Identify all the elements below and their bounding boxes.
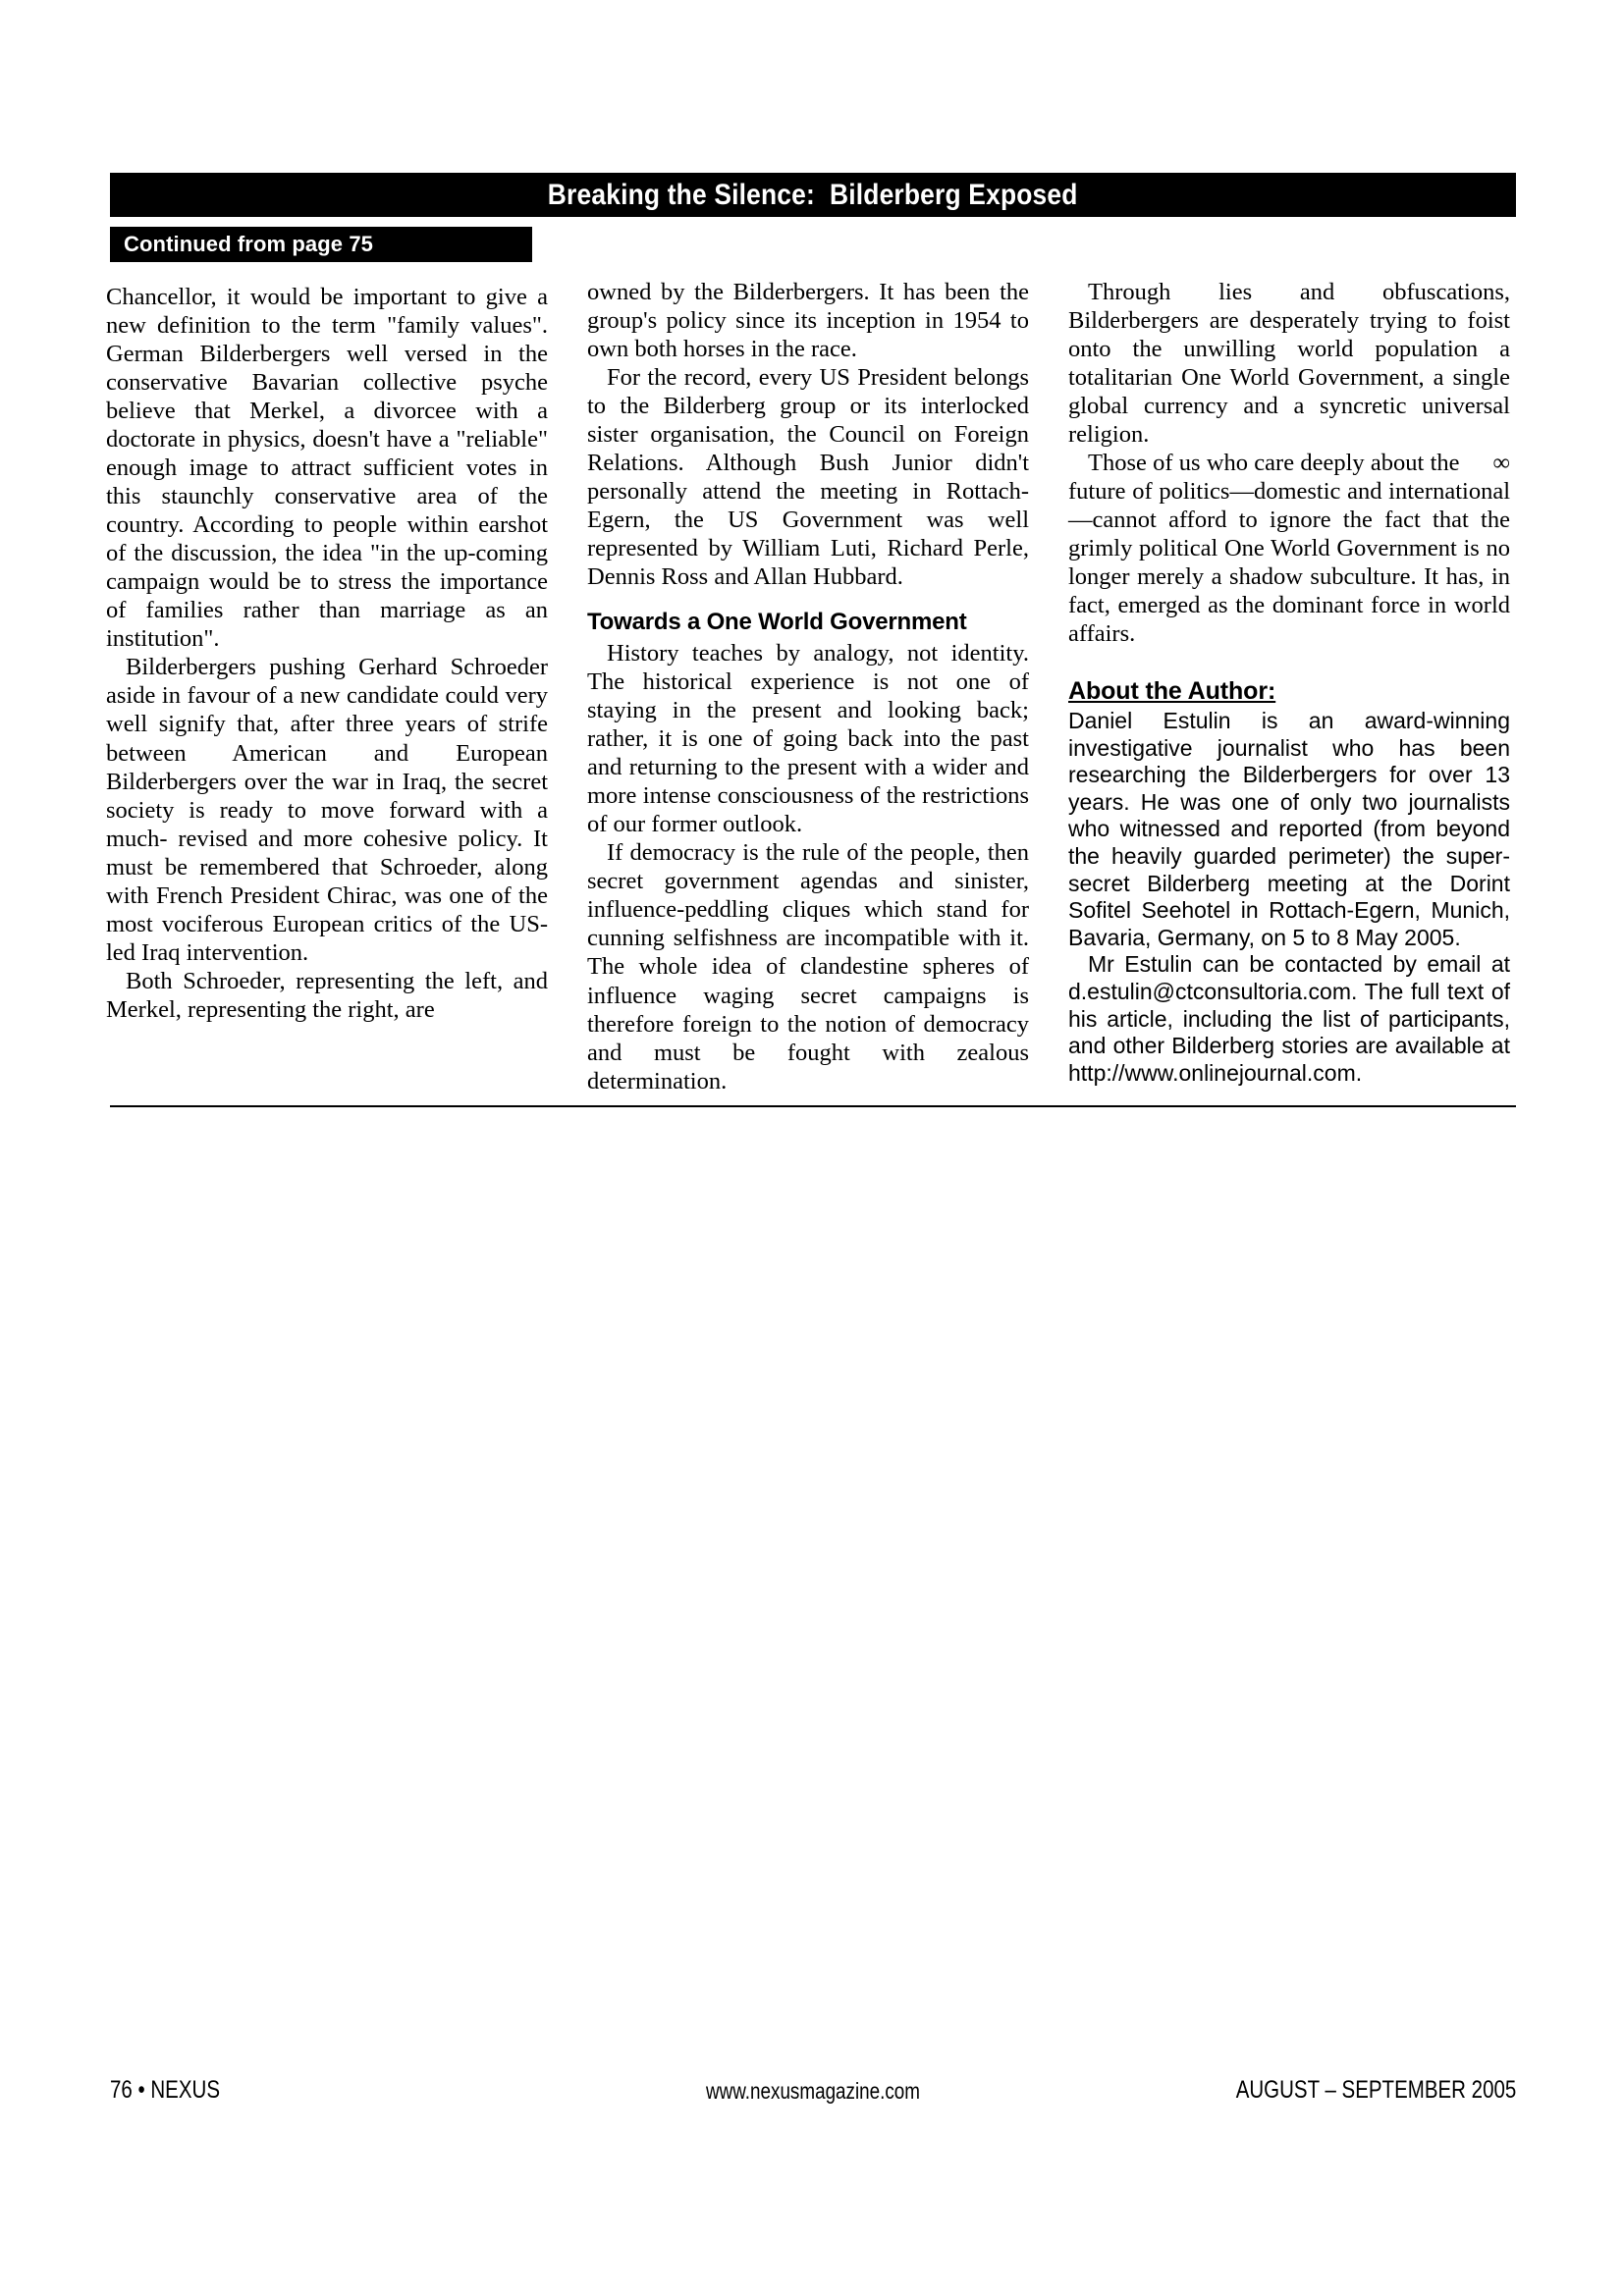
footer-page-number: 76 • NEXUS — [110, 2076, 221, 2104]
paragraph: Bilderbergers pushing Gerhard Schroeder aside in favour of a new candidate could very well signify that, after three years of strife between American and European Bilderbergers over the war in Iraq, the secret society is ready to move forward with a much- revised and more cohesive policy. It must be remembered that Schroeder, along with French President Chirac, was one of the most vociferous European critics of the US-led Iraq intervention. — [106, 654, 548, 966]
paragraph: For the record, every US President belongs to the Bilderberg group or its interlocked sister organisation, the Council on Foreign Relations. Although Bush Junior didn't personally attend the meeting in Rottach-Egern, the US Government was well represented by William Luti, Richard Perle, Dennis Ross and Allan Hubbard. — [587, 364, 1029, 591]
continued-from-box — [110, 227, 532, 262]
paragraph: Chancellor, it would be important to give a new definition to the term "family values". German Bilderbergers well versed in the conservative Bavarian collective psyche believe that Merkel, a divorcee with a doctorate in physics, doesn't have a "reliable" enough image to attract sufficient votes in this staunchly conservative area of the country. According to people within earshot of the discussion, the idea "in the up-coming campaign would be to stress the importance of families rather than marriage as an institution". — [106, 284, 548, 653]
footer-website: www.nexusmagazine.com — [705, 2078, 921, 2104]
paragraph: Through lies and obfuscations, Bilderbergers are desperately trying to foist onto the unwilling world population a totalitarian One World Government, a single global currency and a syncretic universal religion. — [1068, 279, 1510, 449]
body-column-1 — [106, 283, 548, 1024]
footer-issue-date: AUGUST – SEPTEMBER 2005 — [1235, 2076, 1516, 2104]
continued-from-label: Continued from page 75 — [124, 232, 373, 256]
about-the-author-body — [1068, 708, 1510, 1087]
article-bottom-rule — [110, 1105, 1516, 1107]
article-banner — [110, 173, 1516, 217]
end-of-article-mark: ∞ — [1492, 450, 1510, 477]
page-footer — [110, 2076, 1516, 2111]
paragraph-with-endmark — [1068, 449, 1510, 648]
paragraph: Both Schroeder, representing the left, and Merkel, representing the right, are — [106, 967, 548, 1023]
section-heading: Towards a One World Government — [587, 609, 967, 636]
about-the-author-heading: About the Author: — [1068, 677, 1276, 706]
paragraph: If democracy is the rule of the people, then secret government agendas and sinister, influence-peddling cliques which stand for cunning selfishness are incompatible with it. The whole idea of clandestine spheres of influence waging secret campaigns is therefore foreign to the notion of democracy and must be fought with zealous determination. — [587, 839, 1029, 1095]
paragraph: History teaches by analogy, not identity. The historical experience is not one of staying in the present and looking back; rather, it is one of going back into the past and returning to the present with a wider and more intense consciousness of the restrictions of our former outlook. — [587, 640, 1029, 838]
paragraph: Daniel Estulin is an award-winning investigative journalist who has been researching the Bilderbergers for over 13 years. He was one of only two journalists who witnessed and reported (from beyond the heavily guarded perimeter) the super-secret Bilderberg meeting at the Dorint Sofitel Seehotel in Rottach-Egern, Munich, Bavaria, Germany, on 5 to 8 May 2005. — [1068, 708, 1510, 950]
banner-title: Breaking the Silence: Bilderberg Exposed — [548, 178, 1078, 211]
paragraph-text: Those of us who care deeply about the future of politics—domestic and international—cannot afford to ignore the fact that the grimly political One World Government is no longer merely a shadow subculture. It has, in fact, emerged as the dominant force in world affairs. — [1068, 450, 1510, 648]
paragraph: owned by the Bilderbergers. It has been the group's policy since its inception in 1954 to own both horses in the race. — [587, 279, 1029, 363]
body-column-2 — [587, 278, 1029, 1095]
body-column-3 — [1068, 278, 1510, 1087]
paragraph: Mr Estulin can be contacted by email at d.estulin@ctconsultoria.com. The full text of his article, including the list of participants, and other Bilderberg stories are available at http://www.onlinejournal.com. — [1068, 951, 1510, 1086]
